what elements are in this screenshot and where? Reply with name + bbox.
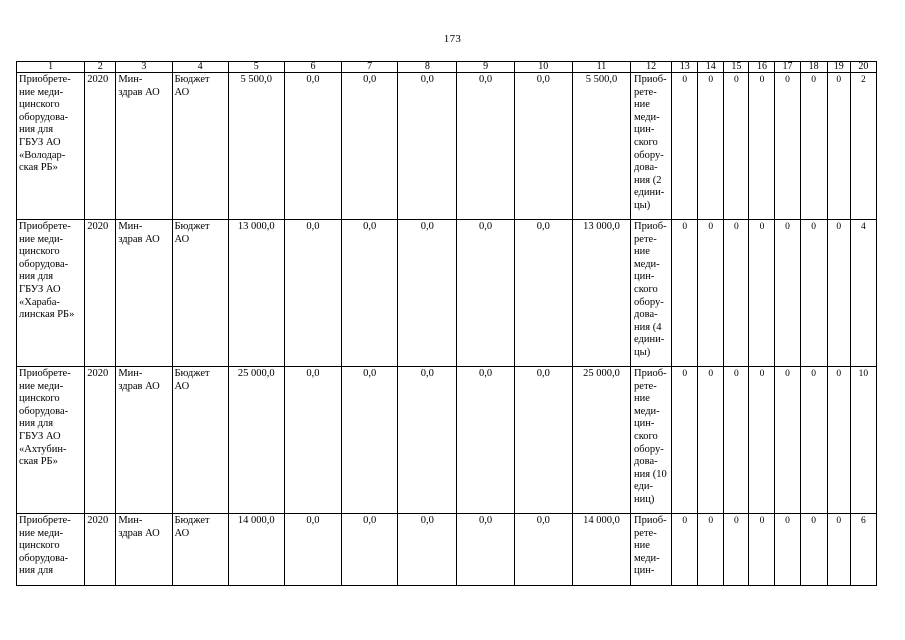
amount-cell-10: 0,0 [514, 367, 572, 514]
amount-cell-7: 0,0 [342, 514, 398, 586]
indicator-cell-18: 0 [800, 220, 827, 367]
amount-cell-10: 0,0 [514, 73, 572, 220]
amount-cell-9: 0,0 [457, 367, 514, 514]
indicator-cell-19: 0 [827, 73, 850, 220]
total-amount-cell: 25 000,0 [228, 367, 284, 514]
amount-cell-9: 0,0 [457, 73, 514, 220]
total-amount-cell: 13 000,0 [228, 220, 284, 367]
amount-cell-10: 0,0 [514, 220, 572, 367]
expected-result-cell: Приоб- рете- ние меди- цин- ского обору- дова- ния (10 еди- ниц) [631, 367, 672, 514]
indicator-cell-19: 0 [827, 367, 850, 514]
amount-cell-7: 0,0 [342, 367, 398, 514]
amount-cell-6: 0,0 [284, 514, 341, 586]
indicator-cell-18: 0 [800, 73, 827, 220]
measure-name-cell: Приобрете- ние меди- цинского оборудова- ния для ГБУЗ АО «Хараба- линская РБ» [17, 220, 85, 367]
column-header-6: 6 [284, 62, 341, 73]
indicator-cell-20: 2 [850, 73, 876, 220]
amount-cell-6: 0,0 [284, 73, 341, 220]
indicator-cell-13: 0 [672, 514, 698, 586]
column-header-9: 9 [457, 62, 514, 73]
indicator-cell-15: 0 [724, 73, 749, 220]
indicator-cell-14: 0 [698, 514, 724, 586]
column-header-13: 13 [672, 62, 698, 73]
indicator-cell-20: 4 [850, 220, 876, 367]
column-header-8: 8 [398, 62, 457, 73]
indicator-cell-16: 0 [749, 220, 775, 367]
amount-cell-11: 14 000,0 [572, 514, 630, 586]
indicator-cell-14: 0 [698, 367, 724, 514]
amount-cell-7: 0,0 [342, 73, 398, 220]
indicator-cell-19: 0 [827, 220, 850, 367]
table-row [17, 514, 877, 586]
table-row [17, 220, 877, 367]
column-header-7: 7 [342, 62, 398, 73]
column-header-16: 16 [749, 62, 775, 73]
column-header-19: 19 [827, 62, 850, 73]
table-row [17, 367, 877, 514]
page-number: 173 [443, 33, 462, 45]
indicator-cell-20: 6 [850, 514, 876, 586]
indicator-cell-16: 0 [749, 514, 775, 586]
column-header-11: 11 [572, 62, 630, 73]
amount-cell-9: 0,0 [457, 514, 514, 586]
year-cell: 2020 [85, 367, 116, 514]
responsible-cell: Мин- здрав АО [116, 220, 172, 367]
budget-table [16, 61, 877, 586]
expected-result-cell: Приоб- рете- ние меди- цин- ского обору- дова- ния (4 едини- цы) [631, 220, 672, 367]
header-row [17, 62, 877, 73]
indicator-cell-17: 0 [775, 73, 800, 220]
column-header-15: 15 [724, 62, 749, 73]
expected-result-cell: Приоб- рете- ние меди- цин- ского обору- дова- ния (2 едини- цы) [631, 73, 672, 220]
amount-cell-8: 0,0 [398, 367, 457, 514]
amount-cell-8: 0,0 [398, 220, 457, 367]
column-header-1: 1 [17, 62, 85, 73]
amount-cell-6: 0,0 [284, 220, 341, 367]
amount-cell-11: 5 500,0 [572, 73, 630, 220]
year-cell: 2020 [85, 73, 116, 220]
column-header-12: 12 [631, 62, 672, 73]
year-cell: 2020 [85, 220, 116, 367]
indicator-cell-14: 0 [698, 220, 724, 367]
column-header-3: 3 [116, 62, 172, 73]
column-header-4: 4 [172, 62, 228, 73]
year-cell: 2020 [85, 514, 116, 586]
column-header-20: 20 [850, 62, 876, 73]
amount-cell-7: 0,0 [342, 220, 398, 367]
funding-source-cell: Бюджет АО [172, 514, 228, 586]
amount-cell-10: 0,0 [514, 514, 572, 586]
column-header-2: 2 [85, 62, 116, 73]
indicator-cell-16: 0 [749, 367, 775, 514]
indicator-cell-14: 0 [698, 73, 724, 220]
indicator-cell-13: 0 [672, 220, 698, 367]
indicator-cell-16: 0 [749, 73, 775, 220]
total-amount-cell: 14 000,0 [228, 514, 284, 586]
indicator-cell-17: 0 [775, 514, 800, 586]
column-header-17: 17 [775, 62, 800, 73]
indicator-cell-17: 0 [775, 367, 800, 514]
amount-cell-8: 0,0 [398, 514, 457, 586]
funding-source-cell: Бюджет АО [172, 367, 228, 514]
amount-cell-9: 0,0 [457, 220, 514, 367]
column-header-18: 18 [800, 62, 827, 73]
indicator-cell-19: 0 [827, 514, 850, 586]
responsible-cell: Мин- здрав АО [116, 514, 172, 586]
amount-cell-11: 13 000,0 [572, 220, 630, 367]
indicator-cell-18: 0 [800, 367, 827, 514]
indicator-cell-15: 0 [724, 367, 749, 514]
column-header-14: 14 [698, 62, 724, 73]
funding-source-cell: Бюджет АО [172, 73, 228, 220]
amount-cell-11: 25 000,0 [572, 367, 630, 514]
indicator-cell-13: 0 [672, 367, 698, 514]
measure-name-cell: Приобрете- ние меди- цинского оборудова- ния для [17, 514, 85, 586]
measure-name-cell: Приобрете- ние меди- цинского оборудова- ния для ГБУЗ АО «Володар- ская РБ» [17, 73, 85, 220]
column-header-5: 5 [228, 62, 284, 73]
indicator-cell-20: 10 [850, 367, 876, 514]
responsible-cell: Мин- здрав АО [116, 367, 172, 514]
indicator-cell-17: 0 [775, 220, 800, 367]
amount-cell-8: 0,0 [398, 73, 457, 220]
indicator-cell-15: 0 [724, 514, 749, 586]
table-row [17, 73, 877, 220]
indicator-cell-18: 0 [800, 514, 827, 586]
responsible-cell: Мин- здрав АО [116, 73, 172, 220]
funding-source-cell: Бюджет АО [172, 220, 228, 367]
amount-cell-6: 0,0 [284, 367, 341, 514]
column-header-10: 10 [514, 62, 572, 73]
indicator-cell-13: 0 [672, 73, 698, 220]
indicator-cell-15: 0 [724, 220, 749, 367]
expected-result-cell: Приоб- рете- ние меди- цин- [631, 514, 672, 586]
total-amount-cell: 5 500,0 [228, 73, 284, 220]
measure-name-cell: Приобрете- ние меди- цинского оборудова- ния для ГБУЗ АО «Ахтубин- ская РБ» [17, 367, 85, 514]
